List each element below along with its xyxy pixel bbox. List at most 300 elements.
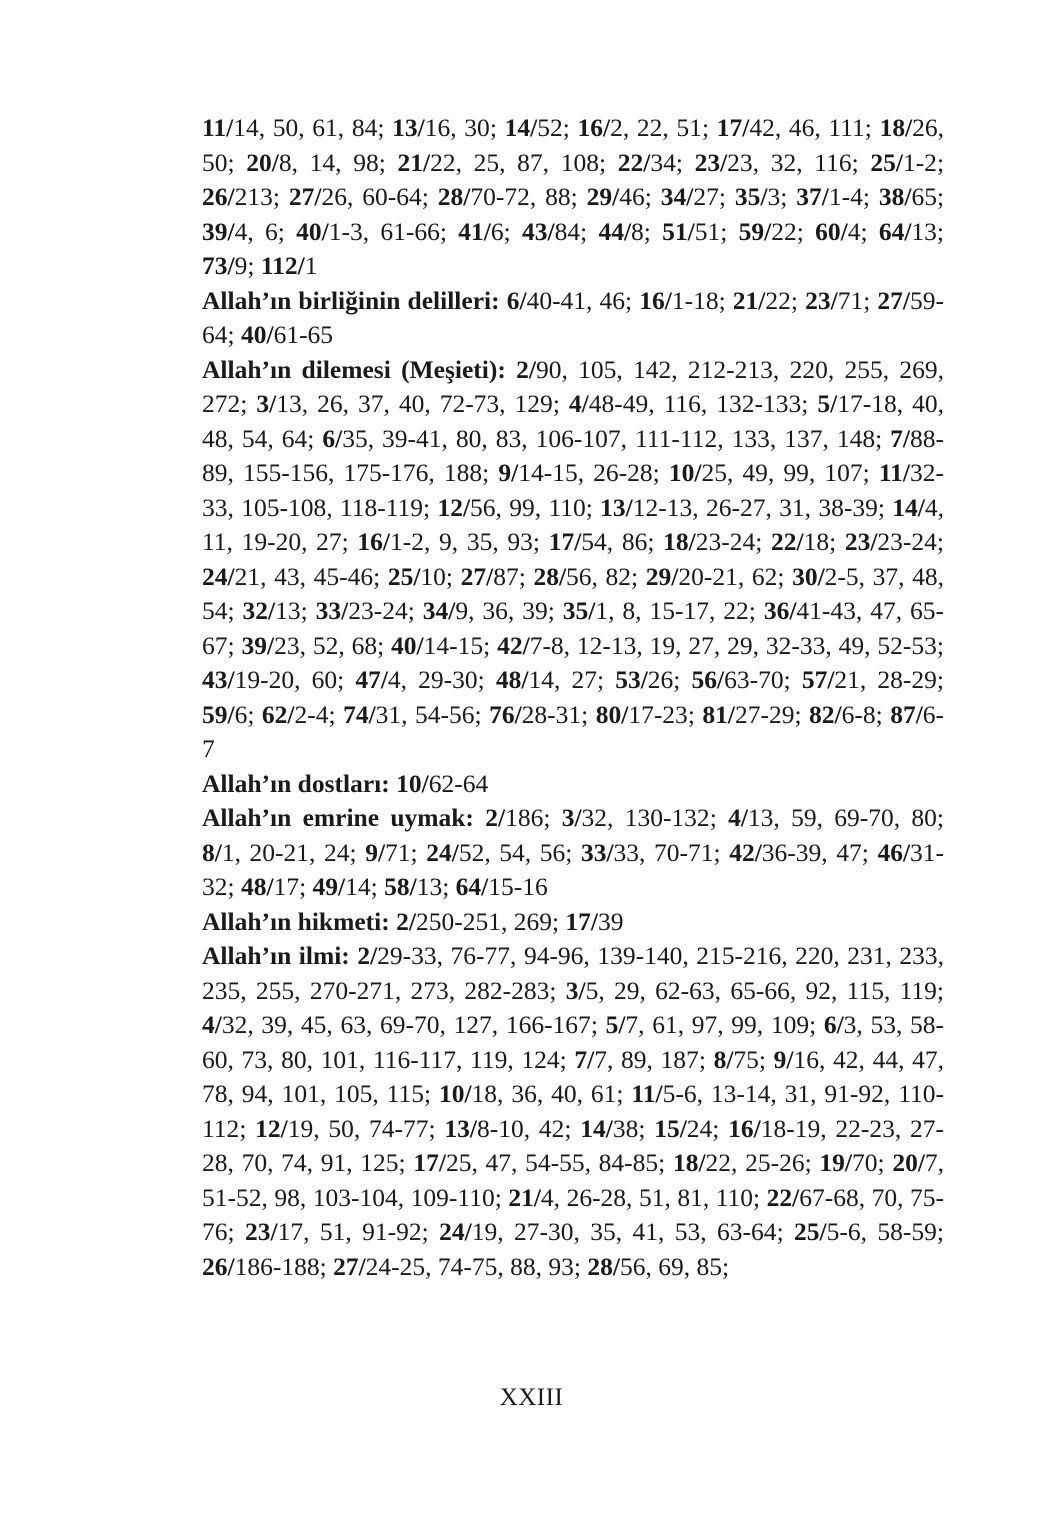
verse-numbers: 1 (304, 251, 318, 280)
verse-reference: 25/5-6, 58-59 (794, 1217, 937, 1246)
verse-reference: 57/21, 28-29 (801, 665, 937, 694)
verse-numbers: 56, 69, 85; (619, 1251, 730, 1281)
verse-numbers: 62-64 (428, 768, 489, 798)
surah-number: 62 (261, 699, 288, 729)
index-entry: Allah’ın dilemesi (Meşieti): 2/90, 105, 142, 212-213, 220, 255, 269, 272; 3/13, 26, 37, 40, 72-73, 129; 4/48-49, 116, 132-133; 5/17-18, 40, 48, 54, 64; 6/35, 39-41, 80, 83, 106-107, 111-112, 133, 137, 148; 7/88-89, 155-156, 175-176, 188; 9/14-15, 26-28; 10/25, 49, 99, 107; 11/32-33, 105-108, 118-119; 12/56, 99, 110; 13/12-13, 26-27, 31, 38-39; 14/4, 11, 19-20, 27; 16/1-2, 9, 35, 93; 17/54, 86; 18/23-24; 22/18; 23/23-24; 24/21, 43, 45-46; 25/10; 27/87; 28/56, 82; 29/20-21, 62; 30/2-5, 37, 48, 54; 32/13; 33/23-24; 34/9, 36, 39; 35/1, 8, 15-17, 22; 36/41-43, 47, 65-67; 39/23, 52, 68; 40/14-15; 42/7-8, 12-13, 19, 27, 29, 32-33, 49, 52-53; 43/19-20, 60; 47/4, 29-30; 48/14, 27; 53/26; 56/63-70; 57/21, 28-29; 59/6; 62/2-4; 74/31, 54-56; 76/28-31; 80/17-23; 81/27-29; 82/6-8; 87/6-7 (202, 354, 945, 763)
surah-number: 40 (391, 630, 417, 660)
surah-number: 21 (732, 285, 759, 315)
verse-numbers: 25, 49, 99, 107 (701, 458, 863, 487)
verse-numbers: 23, 52, 68 (274, 630, 378, 660)
surah-number: 42 (497, 630, 523, 660)
verse-reference: 5/17-18, 40, 48, 54, 64 (202, 389, 944, 453)
surah-number: 53 (615, 665, 641, 694)
verse-reference: 39/4, 6 (202, 216, 278, 246)
surah-number: 27 (460, 561, 487, 591)
surah-number: 6 (322, 423, 336, 453)
verse-numbers: 29-33, 76-77, 94-96, 139-140, 215-216, 220, 231, 233, 235, 255, 270-271, 273, 282-283 (202, 941, 945, 1005)
verse-reference: 40/61-65 (240, 320, 334, 349)
verse-reference: 32/13 (242, 596, 301, 625)
verse-numbers: 1, 20-21, 24 (221, 837, 350, 867)
surah-number: 10 (668, 458, 695, 487)
surah-number: 18 (672, 1148, 699, 1177)
verse-numbers: 40-41, 46 (526, 285, 626, 315)
verse-reference: 51/51 (662, 216, 721, 246)
surah-number: 20 (892, 1148, 918, 1177)
surah-number: 2 (485, 803, 498, 832)
verse-numbers: 186 (505, 803, 544, 832)
verse-numbers: 67-68, 70, 75-76 (202, 1182, 945, 1246)
surah-number: 10 (396, 768, 422, 798)
verse-numbers: 3 (767, 182, 781, 211)
verse-reference: 42/36-39, 47 (729, 837, 862, 867)
surah-number: 2 (516, 354, 529, 384)
surah-number: 22 (770, 527, 797, 556)
verse-reference: 24/52, 54, 56 (426, 837, 566, 867)
surah-number: 64 (878, 216, 905, 246)
verse-reference: 27/26, 60-64 (288, 182, 422, 211)
verse-numbers: 15-16 (488, 872, 548, 901)
verse-numbers: 31, 54-56 (375, 699, 475, 729)
verse-reference: 12/19, 50, 74-77 (255, 1113, 429, 1143)
verse-reference: 35/1, 8, 15-17, 22 (562, 596, 749, 625)
verse-numbers: 1-2 (902, 147, 937, 177)
verse-numbers: 59-64 (202, 285, 944, 349)
surah-number: 2 (396, 906, 409, 936)
verse-reference: 9/16, 42, 44, 47, 78, 94, 101, 105, 115 (202, 1044, 944, 1108)
verse-reference: 36/41-43, 47, 65-67 (202, 596, 945, 660)
verse-reference: 37/1-4 (796, 182, 863, 211)
verse-reference: 81/27-29 (702, 699, 795, 729)
surah-number: 16 (577, 113, 603, 142)
surah-number: 10 (438, 1079, 465, 1108)
surah-number: 30 (792, 561, 818, 591)
surah-number: 14 (892, 492, 918, 522)
verse-reference: 17/25, 47, 54-55, 84-85 (413, 1148, 659, 1177)
verse-reference: 26/186-188 (202, 1251, 320, 1281)
verse-reference: 24/19, 27-30, 35, 41, 53, 63-64 (439, 1217, 777, 1246)
verse-numbers: 14, 50, 61, 84 (233, 113, 378, 142)
verse-numbers: 87 (493, 561, 519, 591)
surah-number: 6 (506, 285, 520, 315)
verse-reference: 22/67-68, 70, 75-76 (202, 1182, 945, 1246)
verse-reference: 59/22 (738, 216, 797, 246)
verse-numbers: 16, 30 (424, 113, 490, 142)
surah-number: 39 (202, 216, 228, 246)
verse-reference: 13/8-10, 42 (444, 1113, 565, 1143)
verse-numbers: 4, 11, 19-20, 27 (202, 492, 944, 556)
surah-number: 12 (255, 1113, 281, 1143)
verse-reference: 18/22, 25-26 (672, 1148, 805, 1177)
verse-reference: 11/5-6, 13-14, 31, 91-92, 110-112 (202, 1079, 944, 1143)
verse-numbers: 4, 6 (234, 216, 278, 246)
surah-number: 11 (878, 458, 903, 487)
verse-reference: 6/3, 53, 58-60, 73, 80, 101, 116-117, 119, 124 (202, 1010, 944, 1074)
verse-reference: 14/38 (580, 1113, 639, 1143)
surah-number: 81 (702, 699, 728, 729)
surah-number: 34 (422, 596, 449, 625)
verse-reference: 28/70-72, 88 (437, 182, 571, 211)
verse-reference: 10/25, 49, 99, 107 (668, 458, 863, 487)
surah-number: 74 (343, 699, 369, 729)
verse-numbers: 22, 25-26 (705, 1148, 805, 1177)
verse-numbers: 14-15 (423, 630, 484, 660)
verse-numbers: 88-89, 155-156, 175-176, 188 (202, 423, 945, 487)
verse-numbers: 23-24 (348, 596, 408, 625)
verse-numbers: 5, 29, 62-63, 65-66, 92, 115, 119 (585, 975, 937, 1005)
surah-number: 27 (877, 285, 903, 315)
verse-numbers: 27-29 (734, 699, 795, 729)
surah-number: 27 (333, 1251, 359, 1281)
verse-numbers: 1-18 (671, 285, 719, 315)
index-entry: Allah’ın birliğinin delilleri: 6/40-41, 46; 16/1-18; 21/22; 23/71; 27/59-64; 40/61-65 (202, 285, 944, 349)
verse-numbers: 61-65 (273, 320, 334, 349)
verse-numbers: 23-24 (877, 527, 937, 556)
verse-numbers: 90, 105, 142, 212-213, 220, 255, 269, 272 (202, 354, 945, 418)
surah-number: 59 (202, 699, 228, 729)
verse-reference: 16/18-19, 22-23, 27-28, 70, 74, 91, 125 (202, 1113, 945, 1177)
verse-reference: 44/8 (598, 216, 644, 246)
verse-numbers: 6 (490, 216, 504, 246)
surah-number: 21 (508, 1182, 534, 1212)
surah-number: 14 (504, 113, 531, 142)
verse-numbers: 8, 14, 98 (278, 147, 379, 177)
verse-reference: 23/17, 51, 91-92 (244, 1217, 422, 1246)
verse-reference: 18/23-24 (663, 527, 756, 556)
surah-number: 4 (728, 803, 741, 832)
surah-number: 5 (817, 389, 831, 418)
verse-numbers: 28-31 (521, 699, 582, 729)
verse-numbers: 27 (693, 182, 719, 211)
verse-reference: 58/13 (384, 872, 443, 901)
verse-numbers: 19, 27-30, 35, 41, 53, 63-64 (471, 1217, 777, 1246)
index-entry: Allah’ın hikmeti: 2/250-251, 269; 17/39 (202, 906, 624, 936)
verse-reference: 43/19-20, 60 (202, 665, 338, 694)
verse-reference: 76/28-31 (489, 699, 582, 729)
verse-numbers: 14, 27 (528, 665, 597, 694)
verse-reference: 60/4 (815, 216, 861, 246)
verse-numbers: 31-32 (202, 837, 945, 901)
surah-number: 24 (439, 1217, 465, 1246)
verse-numbers: 24-25, 74-75, 88, 93 (365, 1251, 574, 1281)
verse-reference: 43/84 (521, 216, 581, 246)
surah-number: 3 (561, 803, 575, 832)
verse-numbers: 3, 53, 58-60, 73, 80, 101, 116-117, 119, 124 (202, 1010, 944, 1074)
verse-numbers: 13, 26, 37, 40, 72-73, 129 (276, 389, 553, 418)
surah-number: 8 (202, 837, 215, 867)
surah-number: 25 (387, 561, 414, 591)
surah-number: 6 (823, 1010, 837, 1039)
verse-reference: 48/14, 27 (495, 665, 597, 694)
surah-number: 59 (738, 216, 765, 246)
verse-numbers: 18, 36, 40, 61 (471, 1079, 617, 1108)
surah-number: 16 (639, 285, 665, 315)
verse-reference: 12/56, 99, 110 (437, 492, 586, 522)
verse-numbers: 7, 89, 187 (594, 1044, 699, 1074)
verse-numbers: 250-251, 269 (415, 906, 552, 936)
verse-numbers: 75 (733, 1044, 759, 1074)
verse-reference: 29/20-21, 62 (645, 561, 778, 591)
entry-heading: Allah’ın dilemesi (Meşieti): (202, 354, 506, 384)
surah-number: 29 (645, 561, 672, 591)
verse-reference: 40/14-15 (391, 630, 484, 660)
verse-numbers: 63-70 (724, 665, 784, 694)
verse-numbers: 17, 51, 91-92 (277, 1217, 422, 1246)
surah-number: 80 (595, 699, 622, 729)
verse-reference: 4/48-49, 116, 132-133 (568, 389, 802, 418)
index-entry: Allah’ın ilmi: 2/29-33, 76-77, 94-96, 139-140, 215-216, 220, 231, 233, 235, 255, 270-271, 273, 282-283; 3/5, 29, 62-63, 65-66, 92, 115, 119; 4/32, 39, 45, 63, 69-70, 127, 166-167; 5/7, 61, 97, 99, 109; 6/3, 53, 58-60, 73, 80, 101, 116-117, 119, 124; 7/7, 89, 187; 8/75; 9/16, 42, 44, 47, 78, 94, 101, 105, 115; 10/18, 36, 40, 61; 11/5-6, 13-14, 31, 91-92, 110-112; 12/19, 50, 74-77; 13/8-10, 42; 14/38; 15/24; 16/18-19, 22-23, 27-28, 70, 74, 91, 125; 17/25, 47, 54-55, 84-85; 18/22, 25-26; 19/70; 20/7, 51-52, 98, 103-104, 109-110; 21/4, 26-28, 51, 81, 110; 22/67-68, 70, 75-76; 23/17, 51, 91-92; 24/19, 27-30, 35, 41, 53, 63-64; 25/5-6, 58-59; 26/186-188; 27/24-25, 74-75, 88, 93; 28/56, 69, 85; (202, 941, 945, 1281)
index-page-body (202, 111, 944, 1284)
verse-reference: 53/26 (615, 665, 674, 694)
verse-reference: 17/39 (565, 906, 624, 936)
verse-numbers: 26 (647, 665, 674, 694)
verse-numbers: 19-20, 60 (234, 665, 338, 694)
verse-numbers: 36-39, 47 (761, 837, 862, 867)
surah-number: 25 (870, 147, 896, 177)
verse-numbers: 41-43, 47, 65-67 (202, 596, 945, 660)
verse-reference: 11/14, 50, 61, 84 (202, 113, 378, 142)
verse-numbers: 14-15, 26-28 (518, 458, 653, 487)
surah-number: 25 (794, 1217, 820, 1246)
verse-reference: 8/1, 20-21, 24 (202, 837, 350, 867)
verse-numbers: 19, 50, 74-77 (287, 1113, 429, 1143)
verse-numbers: 39 (598, 906, 624, 936)
verse-reference: 29/46 (586, 182, 645, 211)
verse-reference: 34/27 (660, 182, 719, 211)
verse-reference: 21/22, 25, 87, 108 (397, 147, 599, 177)
surah-number: 7 (890, 423, 903, 453)
verse-reference: 17/42, 46, 111 (716, 113, 865, 142)
verse-reference: 20/8, 14, 98 (246, 147, 379, 177)
verse-numbers: 213 (234, 182, 273, 211)
surah-number: 13 (392, 113, 418, 142)
surah-number: 23 (844, 527, 871, 556)
surah-number: 28 (437, 182, 464, 211)
verse-numbers: 35, 39-41, 80, 83, 106-107, 111-112, 133, 137, 148 (342, 423, 876, 453)
surah-number: 24 (202, 561, 228, 591)
verse-reference: 3/32, 130-132 (561, 803, 710, 832)
verse-numbers: 7, 61, 97, 99, 109 (625, 1010, 810, 1039)
surah-number: 48 (240, 872, 267, 901)
surah-number: 15 (654, 1113, 680, 1143)
page-number: XXIII (499, 1384, 564, 1411)
surah-number: 39 (241, 630, 267, 660)
verse-reference: 25/10 (387, 561, 446, 591)
verse-numbers: 54, 86 (581, 527, 648, 556)
verse-numbers: 65 (911, 182, 937, 211)
verse-numbers: 1-2, 9, 35, 93 (390, 527, 533, 556)
surah-number: 56 (691, 665, 717, 694)
surah-number: 41 (458, 216, 484, 246)
surah-number: 3 (256, 389, 270, 418)
verse-reference: 62/2-4 (261, 699, 329, 729)
verse-numbers: 18 (803, 527, 830, 556)
verse-reference: 9/14-15, 26-28 (498, 458, 653, 487)
index-entry: Allah’ın emrine uymak: 2/186; 3/32, 130-132; 4/13, 59, 69-70, 80; 8/1, 20-21, 24; 9/71; 24/52, 54, 56; 33/33, 70-71; 42/36-39, 47; 46/31-32; 48/17; 49/14; 58/13; 64/15-16 (202, 803, 945, 901)
surah-number: 27 (288, 182, 315, 211)
verse-numbers: 84 (554, 216, 581, 246)
verse-numbers: 70-72, 88 (470, 182, 571, 211)
verse-numbers: 7, 51-52, 98, 103-104, 109-110 (202, 1148, 945, 1212)
surah-number: 26 (202, 182, 228, 211)
surah-number: 51 (662, 216, 688, 246)
verse-numbers: 23, 32, 116 (727, 147, 852, 177)
surah-number: 17 (565, 906, 591, 936)
surah-number: 29 (586, 182, 613, 211)
surah-number: 4 (202, 1010, 215, 1039)
surah-number: 57 (801, 665, 828, 694)
surah-number: 28 (533, 561, 559, 591)
surah-number: 4 (568, 389, 582, 418)
surah-number: 3 (565, 975, 579, 1005)
verse-reference: 16/1-18 (639, 285, 719, 315)
verse-reference: 13/12-13, 26-27, 31, 38-39 (600, 492, 878, 522)
surah-number: 58 (384, 872, 410, 901)
verse-numbers: 186-188 (234, 1251, 320, 1281)
verse-reference: 18/26, 50 (202, 113, 945, 177)
verse-reference: 5/7, 61, 97, 99, 109 (605, 1010, 810, 1039)
surah-number: 37 (796, 182, 822, 211)
verse-reference: 80/17-23 (595, 699, 688, 729)
surah-number: 47 (355, 665, 381, 694)
verse-reference: 33/33, 70-71 (580, 837, 714, 867)
verse-numbers: 6-8 (841, 699, 876, 729)
verse-reference: 34/9, 36, 39 (422, 596, 548, 625)
verse-reference: 23/23-24 (844, 527, 937, 556)
surah-number: 17 (548, 527, 575, 556)
surah-number: 9 (773, 1044, 787, 1074)
verse-numbers: 13, 59, 69-70, 80 (747, 803, 937, 832)
verse-reference: 39/23, 52, 68 (241, 630, 378, 660)
verse-reference: 30/2-5, 37, 48, 54 (202, 561, 945, 625)
surah-number: 44 (598, 216, 624, 246)
verse-numbers: 34 (650, 147, 676, 177)
surah-number: 7 (574, 1044, 588, 1074)
verse-numbers: 4 (847, 216, 861, 246)
verse-numbers: 51 (694, 216, 721, 246)
verse-reference: 19/70 (819, 1148, 878, 1177)
verse-reference: 41/6 (458, 216, 504, 246)
verse-reference: 10/18, 36, 40, 61 (438, 1079, 617, 1108)
surah-number: 43 (521, 216, 548, 246)
verse-reference: 4/32, 39, 45, 63, 69-70, 127, 166-167 (202, 1010, 591, 1039)
verse-numbers: 13 (911, 216, 937, 246)
surah-number: 17 (413, 1148, 439, 1177)
verse-reference: 27/24-25, 74-75, 88, 93 (333, 1251, 574, 1281)
verse-numbers: 52, 54, 56 (458, 837, 566, 867)
surah-number: 33 (315, 596, 342, 625)
verse-numbers: 5-6, 13-14, 31, 91-92, 110-112 (202, 1079, 944, 1143)
surah-number: 13 (600, 492, 626, 522)
surah-number: 48 (495, 665, 522, 694)
verse-reference: 14/52 (504, 113, 563, 142)
surah-number: 33 (580, 837, 607, 867)
surah-number: 9 (365, 837, 378, 867)
surah-number: 23 (805, 285, 831, 315)
verse-reference: 6/35, 39-41, 80, 83, 106-107, 111-112, 133, 137, 148 (322, 423, 876, 453)
verse-numbers: 1-4 (828, 182, 863, 211)
verse-reference: 9/71 (365, 837, 411, 867)
surah-number: 34 (660, 182, 687, 211)
surah-number: 24 (426, 837, 452, 867)
verse-numbers: 22, 25, 87, 108 (430, 147, 599, 177)
surah-number: 23 (244, 1217, 271, 1246)
surah-number: 8 (713, 1044, 727, 1074)
verse-numbers: 26, 50 (202, 113, 945, 177)
surah-number: 11 (202, 113, 227, 142)
verse-numbers: 24 (686, 1113, 713, 1143)
verse-numbers: 4, 29-30 (387, 665, 478, 694)
verse-numbers: 21, 28-29 (834, 665, 937, 694)
verse-reference: 10/62-64 (396, 768, 489, 798)
verse-reference: 2/250-251, 269 (396, 906, 552, 936)
verse-reference: 46/31-32 (202, 837, 945, 901)
verse-numbers: 17-18, 40, 48, 54, 64 (202, 389, 944, 453)
verse-reference: 27/87 (460, 561, 519, 591)
verse-numbers: 4, 26-28, 51, 81, 110 (540, 1182, 754, 1212)
verse-reference: 3/5, 29, 62-63, 65-66, 92, 115, 119 (565, 975, 937, 1005)
verse-reference: 23/23, 32, 116 (694, 147, 852, 177)
verse-reference: 33/23-24 (315, 596, 408, 625)
verse-reference: 2/186 (485, 803, 544, 832)
verse-numbers: 38 (612, 1113, 639, 1143)
surah-number: 38 (878, 182, 905, 211)
surah-number: 60 (815, 216, 841, 246)
verse-reference: 21/22 (732, 285, 791, 315)
surah-number: 14 (580, 1113, 606, 1143)
verse-numbers: 32-33, 105-108, 118-119 (202, 458, 945, 522)
surah-number: 43 (202, 665, 228, 694)
entry-heading: Allah’ın hikmeti: (202, 906, 390, 936)
index-entries (202, 111, 944, 1284)
surah-number: 13 (444, 1113, 470, 1143)
verse-reference: 73/9 (202, 251, 248, 280)
verse-numbers: 6-7 (202, 699, 945, 763)
verse-numbers: 10 (420, 561, 446, 591)
verse-reference: 2/90, 105, 142, 212-213, 220, 255, 269, 272 (202, 354, 945, 418)
surah-number: 21 (397, 147, 423, 177)
verse-numbers: 12-13, 26-27, 31, 38-39 (632, 492, 878, 522)
verse-reference: 17/54, 86 (548, 527, 648, 556)
verse-reference: 4/13, 59, 69-70, 80 (728, 803, 937, 832)
surah-number: 40 (296, 216, 322, 246)
surah-number: 2 (357, 941, 371, 970)
verse-numbers: 21, 43, 45-46 (234, 561, 374, 591)
entry-heading: Allah’ın emrine uymak: (202, 803, 474, 832)
verse-numbers: 71 (385, 837, 411, 867)
verse-numbers: 23-24 (695, 527, 756, 556)
verse-reference: 16/2, 22, 51 (577, 113, 702, 142)
verse-numbers: 1-3, 61-66 (328, 216, 440, 246)
verse-numbers: 71 (837, 285, 864, 315)
verse-reference: 28/56, 69, 85; (587, 1251, 730, 1281)
verse-reference: 20/7, 51-52, 98, 103-104, 109-110 (202, 1148, 945, 1212)
verse-reference: 7/88-89, 155-156, 175-176, 188 (202, 423, 945, 487)
verse-reference: 22/18 (770, 527, 830, 556)
verse-numbers: 32, 130-132 (581, 803, 710, 832)
surah-number: 87 (890, 699, 916, 729)
verse-reference: 49/14 (312, 872, 371, 901)
verse-numbers: 2-4 (294, 699, 329, 729)
verse-reference: 16/1-2, 9, 35, 93 (357, 527, 533, 556)
verse-reference: 35/3 (734, 182, 781, 211)
surah-number: 40 (240, 320, 267, 349)
surah-number: 18 (663, 527, 689, 556)
verse-numbers: 17 (273, 872, 300, 901)
verse-reference: 3/13, 26, 37, 40, 72-73, 129 (256, 389, 553, 418)
verse-numbers: 2, 22, 51 (610, 113, 702, 142)
verse-numbers: 48-49, 116, 132-133 (588, 389, 802, 418)
verse-numbers: 25, 47, 54-55, 84-85 (445, 1148, 659, 1177)
